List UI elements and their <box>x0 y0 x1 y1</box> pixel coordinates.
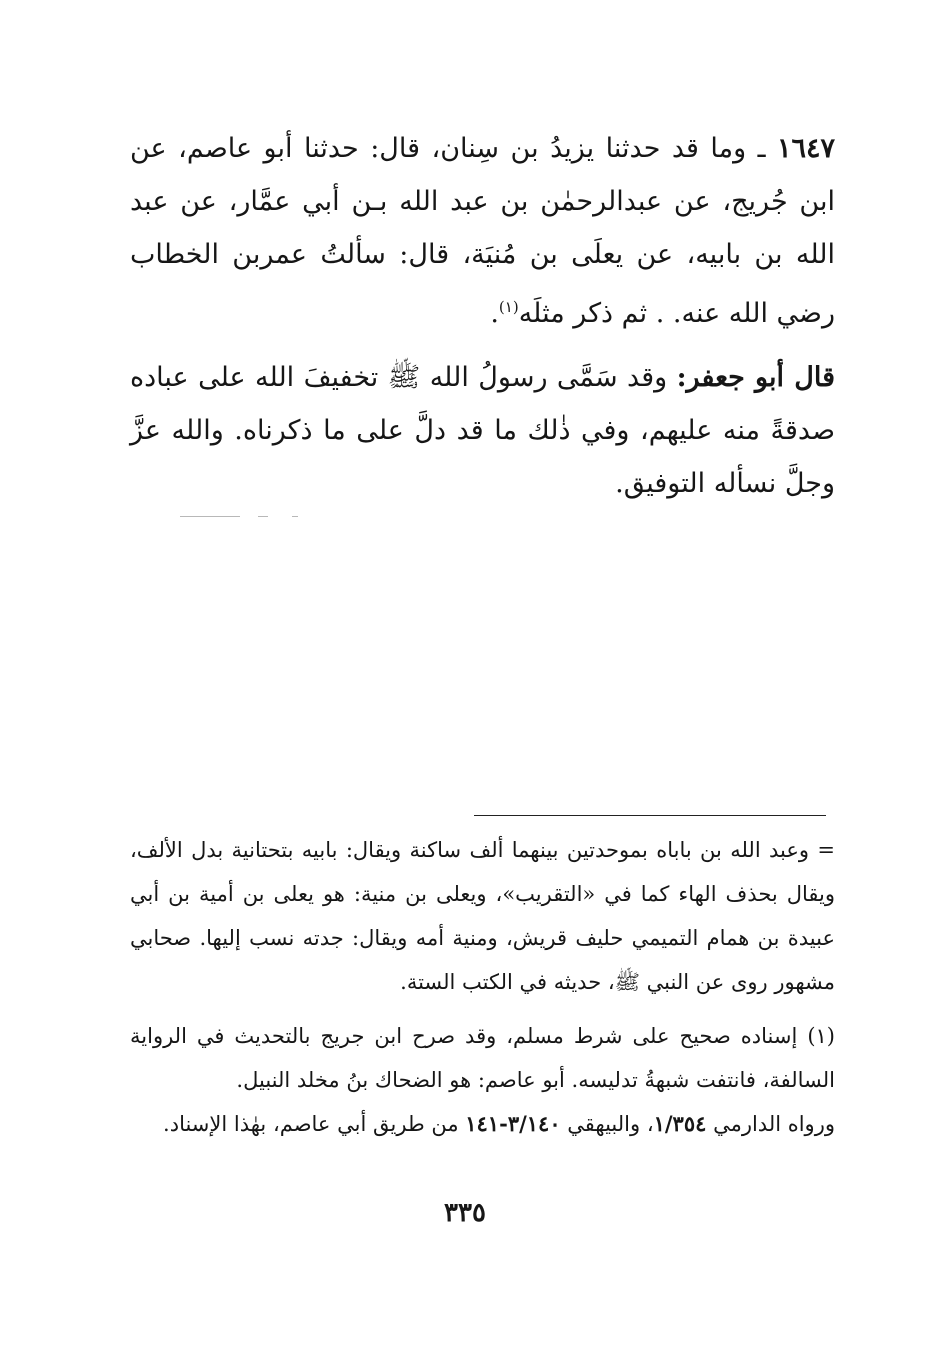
footnote-divider <box>474 815 826 816</box>
main-text <box>130 122 835 510</box>
footnote-1-source-pre: ورواه الدارمي <box>706 1112 835 1136</box>
footnote-reference[interactable]: (١) <box>498 298 519 316</box>
commentary-lead: قال أبو جعفر: <box>676 362 835 393</box>
hadith-end: . <box>490 298 499 329</box>
continuation-marker: = <box>817 838 835 862</box>
footnote-1-source-post: من طريق أبي عاصم، بهٰذا الإسناد. <box>163 1112 466 1136</box>
footnote-1 <box>130 1014 835 1146</box>
section-separator-dots <box>258 516 268 517</box>
footnote-continuation-text: وعبد الله بن باباه بموحدتين بينهما ألف ساكنة ويقال: بابيه بتحتانية بدل الألف، ويقال بحذف الهاء كما في «التقريب»، ويعلى بن منية: هو يعلى بن أمية بن أبي عبيدة بن همام التميمي حليف قريش، ومنية أمه ويقال: جدته نسب إليها. صحابي مشهور روى عن النبي ﷺ، حديثه في الكتب الستة. <box>130 838 835 994</box>
footnote-1-text: إسناده صحيح على شرط مسلم، وقد صرح ابن جريج بالتحديث في الرواية السالفة، فانتفت شبهةُ تدليسه. أبو عاصم: هو الضحاك بنُ مخلد النبيل. <box>130 1024 835 1092</box>
footnote-1-source-mid: ، والبيهقي <box>560 1112 654 1136</box>
hadith-paragraph <box>130 122 835 340</box>
footnote-continuation <box>130 828 835 1004</box>
hadith-number: ١٦٤٧ <box>776 133 835 164</box>
footnote-number: (١) <box>807 1024 835 1048</box>
footnote-1-ref-bayhaqi: ٣/١٤٠-١٤١ <box>465 1111 561 1136</box>
page-number: ٣٣٥ <box>444 1198 486 1228</box>
hadith-text: ـ وما قد حدثنا يزيدُ بن سِنان، قال: حدثنا أبو عاصم، عن ابن جُريج، عن عبدالرحمٰن بن عبد الله بـن أبي عمَّار، عن عبد الله بن بابيه، عن يعلَى بن مُنيَة، قال: سألتُ عمربن الخطاب رضي الله عنه. . ثم ذكر مثلَه <box>130 133 835 329</box>
commentary-text: وقد سَمَّى رسولُ الله ﷺ تخفيفَ الله على عباده صدقةً منه عليهم، وفي ذٰلك ما قد دلَّ على ما ذكرناه. والله عزَّ وجلَّ نسأله التوفيق. <box>130 362 835 499</box>
section-separator-dots <box>292 516 298 517</box>
section-separator-dots <box>180 516 240 517</box>
footnote-1-ref-darimi: ١/٣٥٤ <box>653 1111 707 1136</box>
commentary-paragraph <box>130 351 835 510</box>
